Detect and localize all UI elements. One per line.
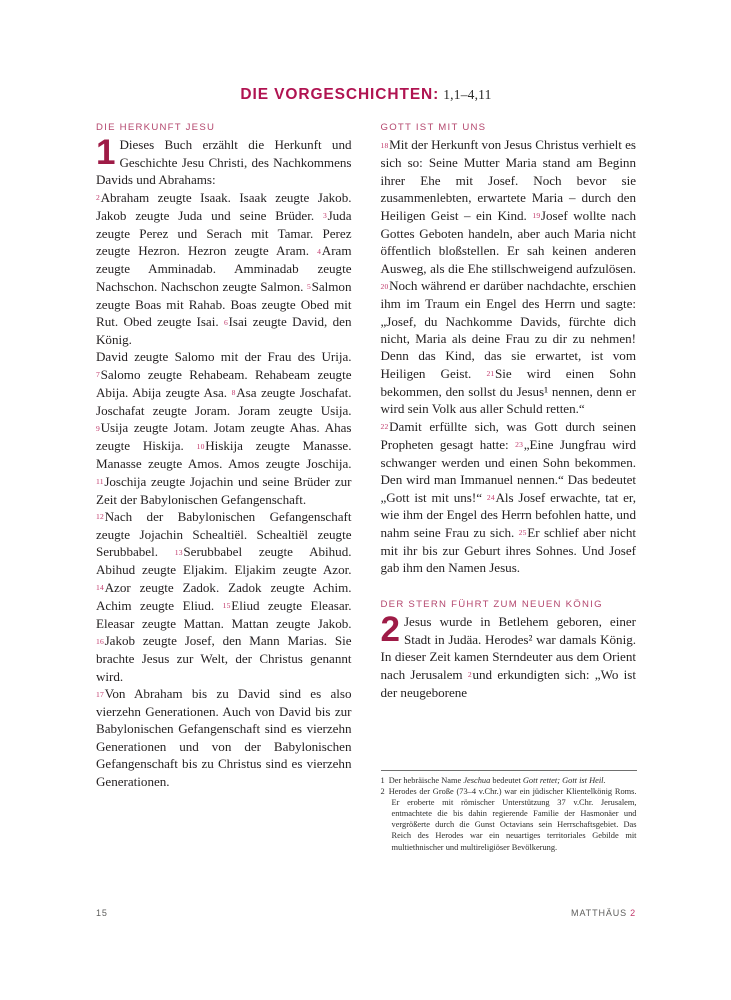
verse-text: Asa zeugte Joschafat. Joschafat zeugte Joram. Joram zeugte Usija.	[96, 384, 352, 418]
paragraph-verses-6b-11	[96, 348, 352, 508]
paragraph-verse-17	[96, 685, 352, 790]
verse-text: und erkundigten sich: „Wo ist der neugeborene	[380, 666, 636, 700]
verse-text: Nach der Babylonischen Gefangenschaft zeugte Jojachin Schealtiël. Schealtiël zeugte Serubbabel.	[96, 508, 352, 560]
paragraph-verses-22-25	[381, 418, 637, 577]
verse-1-text: Jesus wurde in Betlehem geboren, einer Stadt in Judäa. Herodes² war damals König. In dieser Zeit kamen Sterndeuter aus dem Orient nach Jerusalem	[380, 614, 636, 682]
verse-text: Er schlief aber nicht mit ihr bis zur Geburt ihres Sohnes. Und Josef gab ihm den Namen Jesus.	[380, 524, 636, 576]
verse-text: Isai zeugte David, den König.	[96, 314, 352, 347]
verse-number: 19	[532, 211, 541, 221]
verse-1-text: Dieses Buch erzählt die Herkunft und Geschichte Jesu Christi, des Nachkommens Davids und Abrahams:	[96, 137, 352, 188]
running-head-title	[96, 86, 636, 104]
verse-number: 7	[96, 370, 100, 380]
verse-number: 23	[515, 440, 524, 450]
verse-text: Abraham zeugte Isaak. Isaak zeugte Jakob. Jakob zeugte Juda und seine Brüder.	[96, 189, 352, 223]
verse-text: Sie wird einen Sohn bekommen, den sollst du Jesus¹ nennen, denn er wird sein Volk aus aller Schuld retten.“	[380, 365, 637, 417]
footnote-1	[381, 775, 637, 786]
paragraph-verses-18-21	[381, 136, 637, 417]
verse-number: 11	[96, 477, 104, 487]
paragraph-chapter2-opening	[380, 610, 637, 701]
verse-text: Eliud zeugte Eleasar. Eleasar zeugte Mattan. Mattan zeugte Jakob.	[96, 597, 352, 631]
paragraph-verses-12-16	[96, 508, 352, 685]
verse-number: 2	[96, 193, 100, 203]
verse-text: Usija zeugte Jotam. Jotam zeugte Ahas. Ahas zeugte Hiskija.	[96, 420, 352, 454]
verse-text: Salmon zeugte Boas mit Rahab. Boas zeugte Obed mit Rut. Obed zeugte Isai.	[96, 278, 352, 329]
page-number: 15	[96, 908, 108, 918]
verse-number: 24	[486, 493, 495, 503]
verse-number: 25	[518, 528, 527, 538]
verse-number: 8	[231, 388, 236, 398]
verse-text: Salomo zeugte Rehabeam. Rehabeam zeugte Abija. Abija zeugte Asa.	[96, 366, 352, 400]
verse-number: 6	[223, 317, 228, 327]
dropcap-chapter-2: 2	[380, 610, 400, 650]
verse-text: Joschija zeugte Jojachin und seine Brüder zur Zeit der Babylonischen Gefangenschaft.	[96, 473, 352, 507]
page-footer	[96, 908, 636, 918]
verse-number: 3	[322, 211, 327, 221]
verse-text: Noch während er darüber nachdachte, erschien ihm im Traum ein Engel des Herrn und sagte: „Josef, du Nachkomme Davids, fürchte dich nicht, Maria als deine Frau zu dir zu nehmen! Denn das Kind, das sie erwartet, ist vom Heiligen Geist.	[380, 278, 636, 381]
dropcap-chapter-1: 1	[96, 133, 116, 173]
verse-number: 12	[96, 512, 104, 522]
verse-number: 5	[307, 282, 311, 292]
verse-number: 17	[96, 689, 104, 699]
verse-number: 16	[96, 636, 104, 646]
verse-number: 2	[467, 670, 472, 680]
verse-text: Aram zeugte Amminadab. Amminadab zeugte Nachschon. Nachschon zeugte Salmon.	[96, 243, 352, 294]
footnote-lead: Der hebräische Name	[388, 776, 462, 785]
section-heading-herkunft-jesu: DIE HERKUNFT JESU	[96, 122, 216, 133]
right-column	[380, 122, 637, 852]
verse-6b-text: David zeugte Salomo mit der Frau des Urija.	[96, 349, 352, 365]
footnote-italic-term: Jeschua	[463, 776, 491, 785]
running-footer-book	[571, 908, 636, 918]
section-heading-gott-ist-mit-uns: GOTT IST MIT UNS	[380, 122, 487, 133]
verse-text: Azor zeugte Zadok. Zadok zeugte Achim. Achim zeugte Eliud.	[96, 579, 352, 613]
text-columns	[96, 122, 637, 852]
verse-number: 13	[174, 547, 183, 557]
footnotes-block	[381, 770, 637, 853]
verse-text: Mit der Herkunft von Jesus Christus verhielt es sich so: Seine Mutter Maria stand am Beginn ihrer Ehe mit Josef. Noch bevor sie zusammenlebten, erwartete Maria – durch den Heiligen Geist – ein Kind.	[380, 137, 636, 223]
verse-text: Hiskija zeugte Manasse. Manasse zeugte Amos. Amos zeugte Joschija.	[96, 438, 352, 472]
paragraph-chapter1-opening	[96, 133, 352, 188]
verse-number: 22	[380, 422, 389, 432]
verse-text: Damit erfüllte sich, was Gott durch seinen Propheten gesagt hatte:	[380, 418, 636, 452]
verse-text: Serubbabel zeugte Abihud. Abihud zeugte Eljakim. Eljakim zeugte Azor.	[96, 544, 352, 578]
verse-number: 10	[196, 441, 205, 451]
left-column	[96, 122, 352, 822]
running-footer-chapter: 2	[630, 908, 636, 918]
verse-text: „Eine Jungfrau wird schwanger werden und einen Sohn bekommen. Den wird man Immanuel nennen.“ Das bedeutet „Gott ist mit uns!“	[380, 436, 636, 505]
verse-number: 9	[96, 423, 100, 433]
verse-text: Juda zeugte Perez und Serach mit Tamar. Perez zeugte Hezron. Hezron zeugte Aram.	[96, 207, 352, 259]
running-footer-book-label: MATTHÄUS	[571, 908, 628, 918]
verse-text: Von Abraham bis zu David sind es also vierzehn Generationen. Auch von David bis zur Babylonischen Gefangenschaft sind es vierzehn Generationen und von der Babylonischen Gefangenschaft bis zu Christus sind es vierzehn Generationen.	[96, 686, 352, 789]
verse-text: Josef wollte nach Gottes Geboten handeln, aber auch Maria nicht öffentlich bloßstellen. Er sah keinen anderen Ausweg, als die Ehe stillschweigend aufzulösen.	[380, 207, 636, 276]
footnote-2	[381, 786, 637, 853]
running-head-range: 1,1–4,11	[443, 87, 492, 102]
verse-number: 4	[317, 246, 322, 256]
section-heading-der-stern: DER STERN FÜHRT ZUM NEUEN KÖNIG	[380, 598, 603, 610]
verse-text: Als Josef erwachte, tat er, wie ihm der Engel des Herrn befohlen hatte, und nahm seine Frau zu sich.	[380, 489, 636, 540]
verse-number: 20	[380, 281, 389, 291]
running-head-main: DIE VORGESCHICHTEN:	[240, 86, 440, 103]
footnote-italic-meaning: Gott rettet; Gott ist Heil.	[522, 776, 606, 785]
verse-text: Jakob zeugte Josef, den Mann Marias. Sie brachte Jesus zur Welt, der Christus genannt wird.	[96, 633, 352, 684]
footnote-number: 2	[380, 787, 385, 797]
verse-number: 15	[222, 601, 231, 611]
footnote-number: 1	[380, 776, 385, 785]
footnote-text: Herodes der Große (73–4 v.Chr.) war ein jüdischer Klientelkönig Roms. Er eroberte mit römischer Unterstützung 37 v.Chr. Jerusalem, entmachtete die bis dahin regierende Familie der Hasmonäer und vergrößerte durch die Gunst Octavians sein Herrschaftsgebiet. Das Reich des Herodes war ein neuartiges territoriales Gebilde mit multiethnischer und multireligiöser Bevölkerung.	[388, 787, 637, 852]
verse-number: 21	[486, 369, 495, 379]
verse-number: 18	[380, 140, 389, 150]
footnote-mid: bedeutet	[492, 776, 521, 785]
paragraph-verses-2-6	[96, 189, 352, 349]
verse-number: 14	[96, 583, 104, 593]
